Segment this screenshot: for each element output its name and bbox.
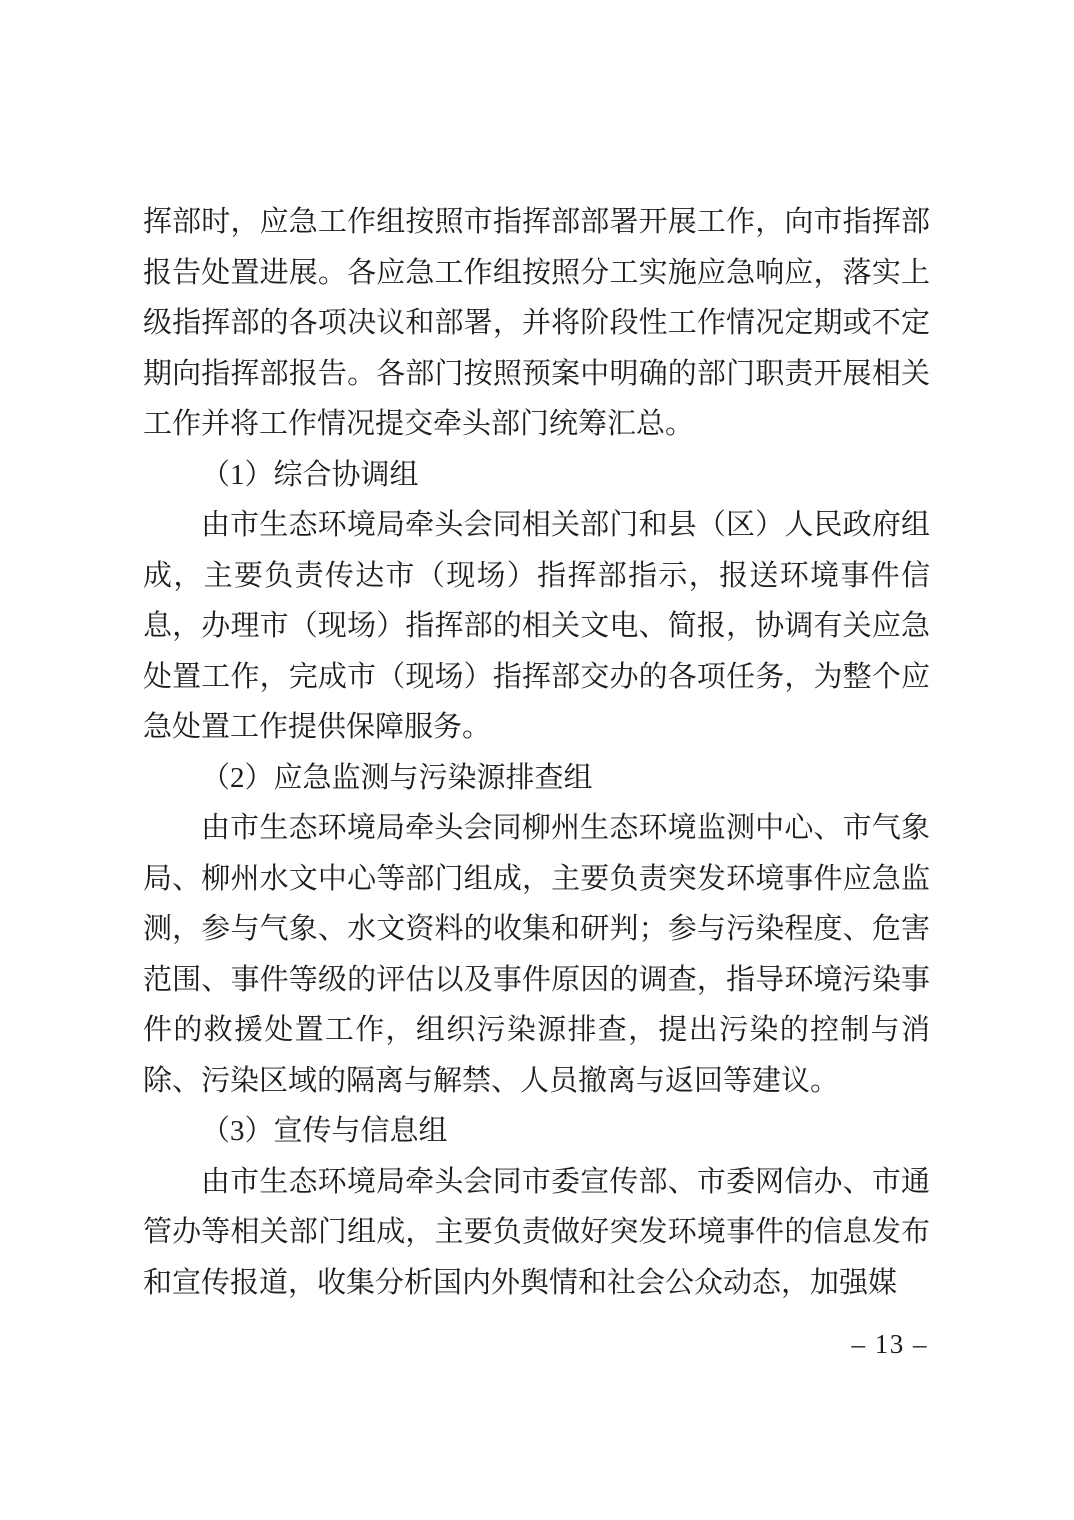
text-line: 由市生态环境局牵头会同市委宣传部、市委网信办、市通 [201, 1165, 930, 1198]
page-number: – 13 – [851, 1329, 928, 1359]
text-line: 除、污染区域的隔离与解禁、人员撤离与返回等建议。 [143, 1064, 840, 1097]
text-line: 息，办理市（现场）指挥部的相关文电、简报，协调有关应急 [143, 610, 930, 642]
text-line: 由市生态环境局牵头会同柳州生态环境监测中心、市气象 [201, 812, 930, 844]
text-line: 急处置工作提供保障服务。 [143, 711, 492, 743]
text-line: 报告处置进展。各应急工作组按照分工实施应急响应，落实上 [143, 256, 930, 289]
section-heading: （3）宣传与信息组 [201, 1115, 448, 1147]
text-line: 成，主要负责传达市（现场）指挥部指示，报送环境事件信 [143, 559, 930, 592]
text-line: 管办等相关部门组成，主要负责做好突发环境事件的信息发布 [143, 1216, 930, 1248]
text-line: 和宣传报道，收集分析国内外舆情和社会公众动态，加强媒 [143, 1266, 898, 1299]
section-heading: （2）应急监测与污染源排查组 [201, 761, 593, 794]
text-line: 级指挥部的各项决议和部署，并将阶段性工作情况定期或不定 [143, 307, 930, 339]
section-heading: （1）综合协调组 [201, 458, 419, 491]
text-line: 件的救援处置工作，组织污染源排查，提出污染的控制与消 [143, 1014, 930, 1046]
text-line: 期向指挥部报告。各部门按照预案中明确的部门职责开展相关 [143, 357, 930, 390]
text-line: 处置工作，完成市（现场）指挥部交办的各项任务，为整个应 [143, 660, 930, 693]
text-line: 测，参与气象、水文资料的收集和研判；参与污染程度、危害 [143, 913, 930, 945]
text-line: 挥部时，应急工作组按照市指挥部部署开展工作，向市指挥部 [143, 206, 930, 238]
document-body [143, 197, 930, 1308]
text-line: 工作并将工作情况提交牵头部门统筹汇总。 [143, 408, 695, 440]
text-line: 由市生态环境局牵头会同相关部门和县（区）人民政府组 [201, 509, 930, 541]
text-line: 局、柳州水文中心等部门组成，主要负责突发环境事件应急监 [143, 862, 930, 895]
text-line: 范围、事件等级的评估以及事件原因的调查，指导环境污染事 [143, 963, 930, 996]
